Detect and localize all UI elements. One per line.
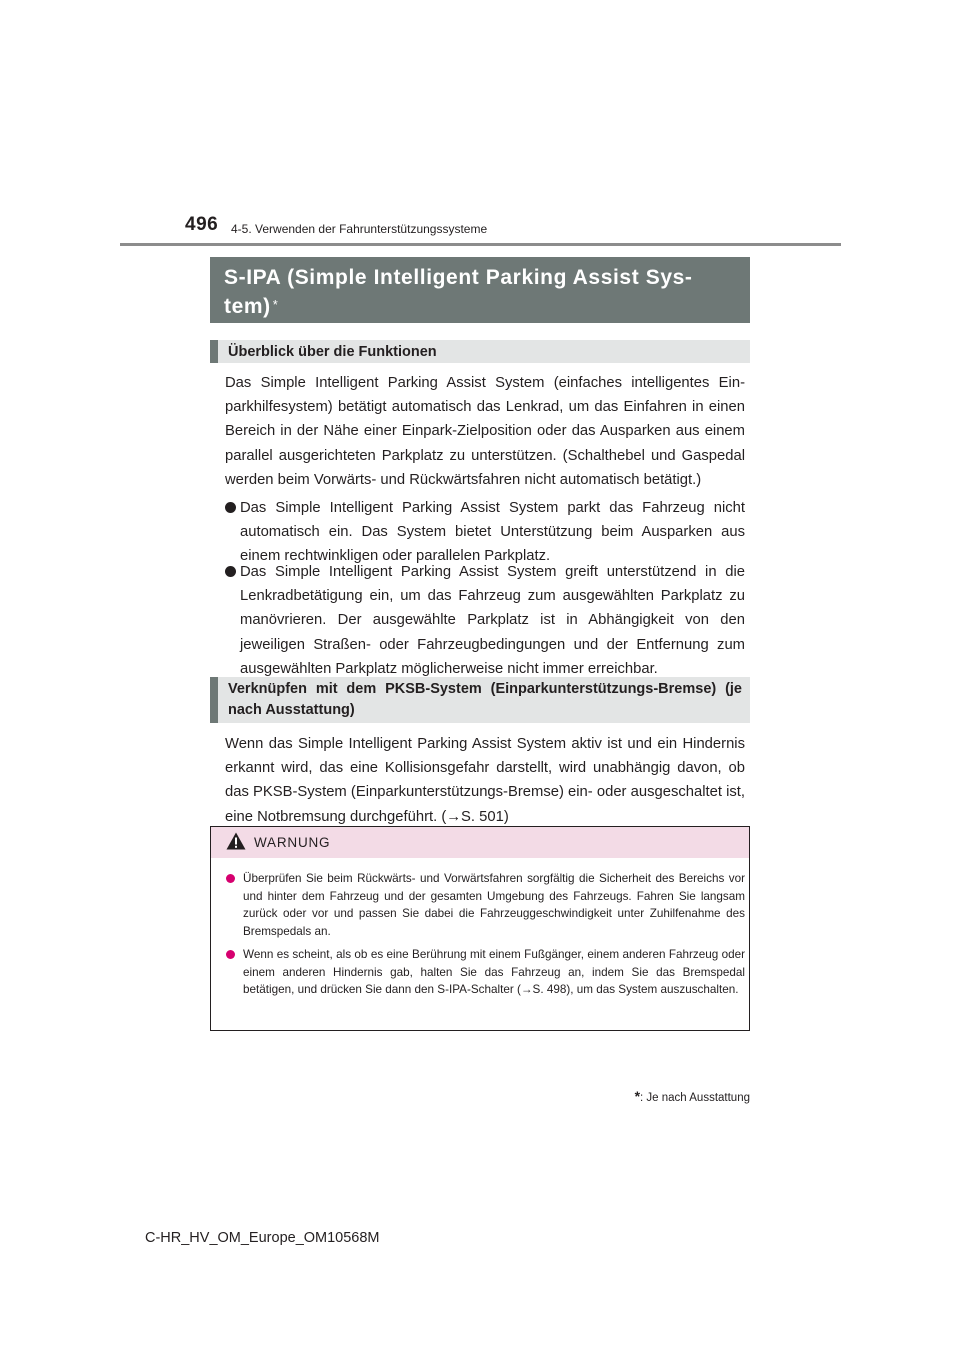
document-id: C-HR_HV_OM_Europe_OM10568M (145, 1230, 380, 1246)
warning-item-text: Überprüfen Sie beim Rückwärts- und Vorwärtsfahren sorgfältig die Sicherheit des Bereichs vor und hinter dem Fahrzeug und der gesamten Umgebung des Fahrzeugs. Fahren Sie langsam zurück oder vor und passen Sie dabei die Fahrzeuggeschwindigkeit unter Zuhilfenahme des Bremspedals an. (243, 872, 745, 938)
page-title-line-1: S-IPA (Simple Intelligent Parking Assist Sys- (224, 266, 693, 289)
warning-triangle-icon (226, 832, 246, 850)
footnote (560, 1088, 750, 1104)
warning-item (226, 870, 745, 940)
title-asterisk: * (272, 297, 279, 312)
page-number: 496 (185, 214, 219, 235)
page-title-line-2: tem) (224, 295, 271, 318)
warning-header (211, 827, 749, 858)
footnote-star: * (634, 1088, 641, 1104)
warning-item-text: Wenn es scheint, als ob es eine Berührung mit einem Fußgänger, einem anderen Fahrzeug oder einem anderen Hindernis gab, halten Sie das Fahrzeug an, indem Sie das Bremspedal betätigen, und drücken Sie dann den S-IPA-Schalter (→S. 498), um das System auszuschalten. (243, 948, 745, 997)
warning-title: WARNUNG (254, 835, 331, 850)
footnote-text: : Je nach Ausstattung (640, 1092, 750, 1104)
bullet-icon (225, 502, 236, 513)
section-heading-overview: Überblick über die Funktionen (210, 340, 750, 363)
list-item-text: Das Simple Intelligent Parking Assist System parkt das Fahrzeug nicht automatisch ein. Das System bietet Unterstützung beim Ausparken aus einem rechtwinkligen oder parallelen Parkplatz. (240, 500, 745, 565)
warning-bullet-icon (226, 950, 235, 959)
warning-item (226, 946, 745, 999)
list-item (225, 560, 745, 681)
page-title-line-2-wrapper (224, 292, 736, 321)
section-header: 4-5. Verwenden der Fahrunterstützungssysteme (231, 222, 488, 236)
header-divider (120, 243, 841, 246)
list-item-text: Das Simple Intelligent Parking Assist System greift unterstützend in die Lenkradbetätigung ein, um das Fahrzeug zum ausgewählten Parkplatz zu manövrieren. Der ausgewählte Parkplatz ist in Abhängigkeit von den jeweiligen Straßen- oder Fahrzeugbedingungen und der Entfernung zum ausgewählten Parkplatz möglicherweise nicht immer erreichbar. (240, 564, 745, 677)
bullet-icon (225, 566, 236, 577)
overview-paragraph: Das Simple Intelligent Parking Assist System (einfaches intelligentes Einparkhilfesystem) betätigt automatisch das Lenkrad, um das Einfahren in einen Bereich in der Nähe einer Einpark-Zielposition oder das Ausparken aus einem parallel ausgerichteten Parkplatz zu unterstützen. (Schalthebel und Gaspedal werden beim Vorwärts- und Rückwärtsfahren nicht automatisch betätigt.) (225, 375, 745, 488)
pksb-paragraph: Wenn das Simple Intelligent Parking Assist System aktiv ist und ein Hindernis erkannt wird, das eine Kollisionsgefahr darstellt, wird unabhängig davon, ob das PKSB-System (Einparkunterstützungs-Bremse) ein- oder ausgeschaltet ist, eine Notbremsung durchgeführt. (→S. 501) (225, 736, 745, 825)
warning-bullet-icon (226, 874, 235, 883)
section-heading-pksb: Verknüpfen mit dem PKSB-System (Einparkunterstützungs-Bremse) (je nach Ausstattung) (210, 677, 750, 723)
warning-box (210, 826, 750, 1031)
list-item (225, 496, 745, 569)
page-title (210, 257, 750, 323)
